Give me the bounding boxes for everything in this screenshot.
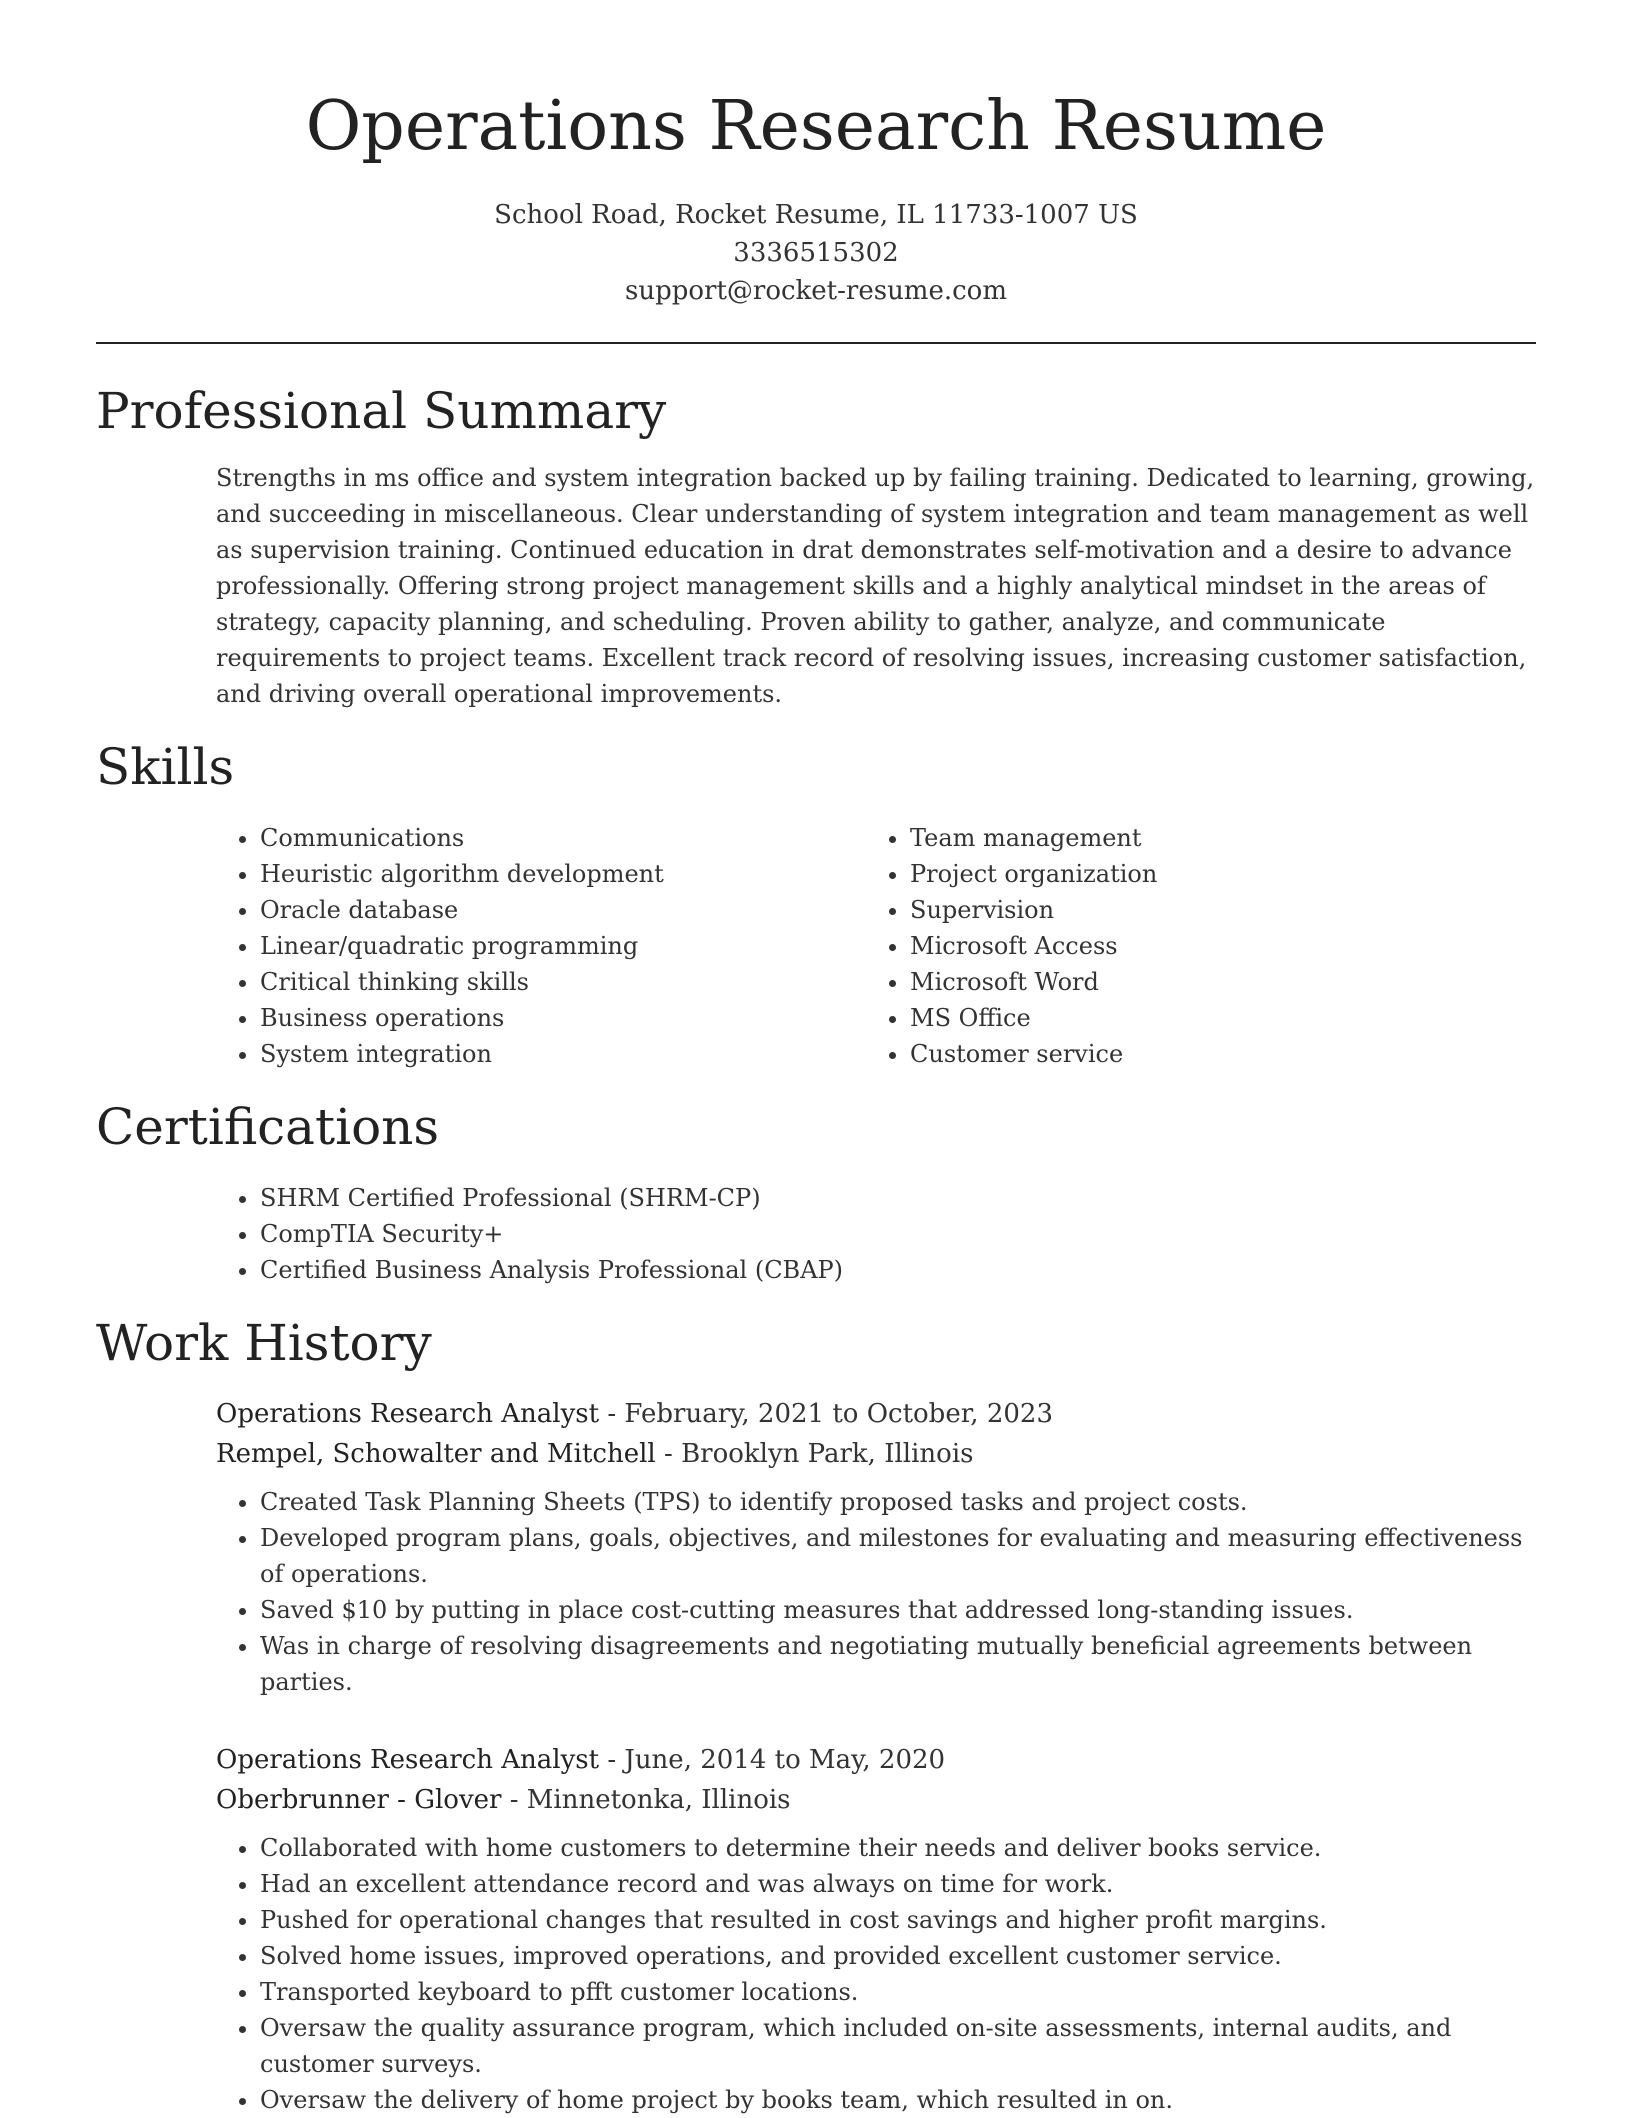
skill-item: • Team management xyxy=(910,820,1516,856)
job-bullet: • Pushed for operational changes that resulted in cost savings and higher profit margins. xyxy=(260,1902,1536,1938)
job-bullet: • Developed program plans, goals, objectives, and milestones for evaluating and measuring effectiveness of operations. xyxy=(260,1520,1536,1592)
job-bullets xyxy=(216,1484,1536,1700)
skill-item: • Microsoft Access xyxy=(910,928,1516,964)
skill-item: • Oracle database xyxy=(260,892,866,928)
skill-item: • Linear/quadratic programming xyxy=(260,928,866,964)
skills-column-left xyxy=(216,820,866,1072)
job-bullet: • Had an excellent attendance record and was always on time for work. xyxy=(260,1866,1536,1902)
job-dates: June, 2014 to May, 2020 xyxy=(624,1745,946,1775)
work-history-section xyxy=(96,1312,1536,2118)
job-location: Minnetonka, Illinois xyxy=(526,1785,791,1815)
job-bullet: • Transported keyboard to pfft customer locations. xyxy=(260,1974,1536,2010)
skill-item: • Heuristic algorithm development xyxy=(260,856,866,892)
section-title-summary: Professional Summary xyxy=(96,382,667,440)
certifications-list xyxy=(216,1180,1536,1288)
header-divider xyxy=(96,342,1536,344)
job-bullet: • Collaborated with home customers to determine their needs and deliver books service. xyxy=(260,1830,1536,1866)
skill-item: • Critical thinking skills xyxy=(260,964,866,1000)
job-bullet: • Oversaw the quality assurance program, which included on-site assessments, internal audits, and customer surveys. xyxy=(260,2010,1536,2082)
job-separator: - xyxy=(664,1439,682,1469)
job-company: Oberbrunner - Glover xyxy=(216,1785,502,1815)
job-location: Brooklyn Park, Illinois xyxy=(681,1439,974,1469)
skill-item: • Project organization xyxy=(910,856,1516,892)
professional-summary-section xyxy=(96,380,1536,712)
contact-phone: 3336515302 xyxy=(733,238,899,268)
certification-item: • CompTIA Security+ xyxy=(260,1216,1536,1252)
job-separator: - xyxy=(607,1745,625,1775)
skill-item: • MS Office xyxy=(910,1000,1516,1036)
section-title-certifications: Certifications xyxy=(96,1098,440,1156)
skill-item: • Supervision xyxy=(910,892,1516,928)
certification-item: • SHRM Certified Professional (SHRM-CP) xyxy=(260,1180,1536,1216)
section-title-work-history: Work History xyxy=(96,1314,432,1372)
contact-address: School Road, Rocket Resume, IL 11733-1007 US xyxy=(494,200,1138,230)
skill-item: • Communications xyxy=(260,820,866,856)
job-bullet: • Was in charge of resolving disagreements and negotiating mutually beneficial agreements between parties. xyxy=(260,1628,1536,1700)
skills-grid xyxy=(216,820,1536,1072)
job-title-line xyxy=(216,1394,1536,1434)
job-role: Operations Research Analyst xyxy=(216,1745,600,1775)
certification-item: • Certified Business Analysis Professional (CBAP) xyxy=(260,1252,1536,1288)
resume-header xyxy=(0,0,1632,310)
job-separator: - xyxy=(509,1785,527,1815)
skills-section xyxy=(96,736,1536,1072)
summary-text: Strengths in ms office and system integration backed up by failing training. Dedicated to learning, growing, and succeeding in miscellaneous. Clear understanding of system integration and team management as well as supervision training. Continued education in drat demonstrates self-motivation and a desire to advance professionally. Offering strong project management skills and a highly analytical mindset in the areas of strategy, capacity planning, and scheduling. Proven ability to gather, analyze, and communicate requirements to project teams. Excellent track record of resolving issues, increasing customer satisfaction, and driving overall operational improvements. xyxy=(216,464,1535,708)
job-entry xyxy=(216,1394,1536,1700)
job-bullet: • Oversaw the delivery of home project by books team, which resulted in on. xyxy=(260,2082,1536,2118)
certifications-section xyxy=(96,1096,1536,1288)
job-title-line xyxy=(216,1740,1536,1780)
skill-item: • Business operations xyxy=(260,1000,866,1036)
job-bullets xyxy=(216,1830,1536,2118)
contact-email: support@rocket-resume.com xyxy=(624,276,1007,306)
skill-item: • System integration xyxy=(260,1036,866,1072)
job-company-line xyxy=(216,1780,1536,1820)
section-title-skills: Skills xyxy=(96,738,235,796)
skill-item: • Microsoft Word xyxy=(910,964,1516,1000)
skill-item: • Customer service xyxy=(910,1036,1516,1072)
job-bullet: • Created Task Planning Sheets (TPS) to identify proposed tasks and project costs. xyxy=(260,1484,1536,1520)
job-dates: February, 2021 to October, 2023 xyxy=(624,1399,1053,1429)
contact-info xyxy=(0,196,1632,310)
job-role: Operations Research Analyst xyxy=(216,1399,600,1429)
job-company: Rempel, Schowalter and Mitchell xyxy=(216,1439,656,1469)
skills-column-right xyxy=(866,820,1516,1072)
job-bullet: • Saved $10 by putting in place cost-cutting measures that addressed long-standing issues. xyxy=(260,1592,1536,1628)
job-company-line xyxy=(216,1434,1536,1474)
job-bullet: • Solved home issues, improved operations, and provided excellent customer service. xyxy=(260,1938,1536,1974)
job-entry xyxy=(216,1740,1536,2118)
resume-title: Operations Research Resume xyxy=(305,87,1327,166)
job-separator: - xyxy=(607,1399,625,1429)
